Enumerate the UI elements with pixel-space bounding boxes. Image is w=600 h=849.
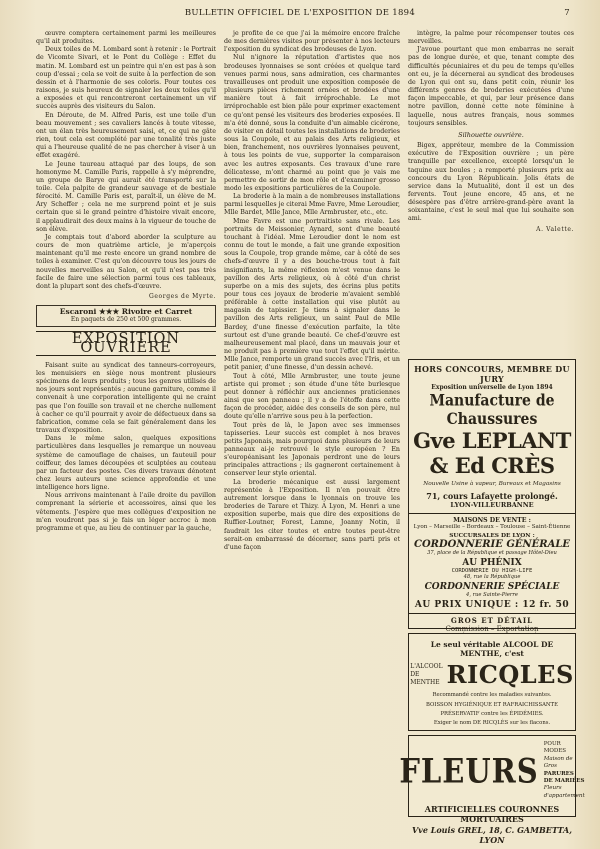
ad-line: Exposition universelle de Lyon 1894 (431, 384, 553, 391)
ad-line: CORDONNERIE DU HIGH-LIFE (451, 568, 533, 574)
ad-heading: Manufacture de Chaussures (429, 391, 555, 429)
column-1 (36, 30, 216, 533)
paragraph: Nous arrivons maintenant à l'aile droite du pavillon comprenant la sérierie et accessoires, ainsi que les vêtements. J'espère que mes collègues d'exposition ne m'en voudront pas si je fais un léger accroc à mon programme et que, au lieu de continuer par la gauche, (36, 492, 216, 532)
ad-line: DE (410, 670, 420, 678)
ad-line: MAISONS DE VENTE : (409, 513, 575, 524)
ad-brand-prefix (410, 663, 442, 687)
ad-brand: RICQLES (446, 660, 574, 689)
ad-line: Maison de Gros (543, 755, 573, 770)
flowers-ad (399, 735, 585, 846)
shoe-manufacturer-ad (408, 359, 576, 633)
ad-line: HORS CONCOURS, MEMBRE DU JURY (414, 364, 570, 384)
paragraph: La broderie à la main a de nombreuses installations parmi lesquelles je citerai Mme Favre, Mme Leroudier, Mlle Bardet, Mlle Jance, Mlle Armbruster, etc., etc. (224, 193, 400, 217)
paragraph: je profite de ce que j'ai la mémoire encore fraîche de mes dernières visites pour présenter à nos lecteurs l'exposition du syndicat des brodeuses de Lyon. (224, 30, 400, 54)
ad-line: 4, rue Sainte-Pierre (466, 592, 518, 598)
paragraph: Nul n'ignore la réputation d'artistes que nos brodeuses lyonnaises se sont créées et quelque tard venues parmi nous, sans admiration, ces charmantes travailleuses ont produit une exposition composée de plusieurs pièces richement ornées et brodées d'une manière tout à fait irréprochable. Le mot irréprochable est bien pâle pour exprimer exactement ce qu'ont pensé les visiteurs des broderies exposées. Il m'a été donné, sous la conduite d'un aimable cicérone, de visiter en détail toutes les installations de broderies sous la Coupole, et au palais des Arts religieux, et bien, franchement, nos ouvrières lyonnaises peuvent, à tous les points de vue, supporter la comparaison avec les autres exposants. Ces travaux d'une rare délicatesse, m'ont charmé au point que je vais me permettre de sortir de mon rôle et d'examiner grosso modo les expositions particulières de la Coupole. (224, 54, 400, 192)
paragraph: Mme Favre est une portraitiste sans rivale. Les portraits de Meissonier, Aynard, sont d'une beauté touchant à l'idéal. Mme Leroudier dont le nom est connu de tout le monde, a fait une grande exposition sous la Coupole, trop grande même, car à côté de ses chefs-d'œuvre il y a des bouche-trous tout à fait insignifiants, la même réflexion m'est venue dans le pavillon des Arts religieux, où à côté d'un christ superbe on a mis des sujets, des écrins plus petits pour tous ces joyaux de broderie m'avaient semblé préférable à cette installation qui vise plutôt au magasin de tapissier. Je tiens à signaler dans le pavillon des Arts religieux, un saint Paul de Mlle Bardey, d'une finesse d'exécution parfaite, la tête surtout est d'une grande beauté. Ce chef-d'œuvre est malheureusement mal placé, dans un mauvais jour et ne produit pas à première vue tout l'effet qu'il mérite. Mlle Jance, remporte un grand succès avec l'Iris, et un petit panier, d'une finesse, d'un dessin achevé. (224, 217, 400, 372)
ad-line: Le seul véritable ALCOOL DE MENTHE, c'est (430, 640, 554, 658)
ad-brand-row (399, 741, 585, 800)
ad-line: PARURES DE MARIÉES (543, 770, 585, 785)
ad-line: POUR MODES (543, 741, 567, 755)
paragraph: Faisant suite au syndicat des tanneurs-corroyeurs, les menuisiers en siège nous montrent plusieurs spécimens de leurs produits ; tous les genres utilisés de nos jours sont représentés ; aucune garniture, comme il convenait à une corporation intelligente qui ne craint pas que l'on fouille son travail et ne cherche nullement à cacher ce qu'il pourrait y avoir de défectueux dans sa fabrication, comme cela se fait généralement dans les travaux d'exposition. (36, 361, 216, 435)
paragraph: Deux toiles de M. Lombard sont à retenir : le Portrait de Vicomte Sivari, et le Pont du Collège : Effet du matin. M. Lombard est un peintre qui n'en est pas à son coup d'essai ; cela se voit de suite à la perfection de son dessin et à l'harmonie de ses coloris. Pour toutes ces raisons, je suis heureux de signaler les deux toiles qu'il a exposées et qui rencontreront certainement un vif succès auprès des visiteurs du Salon. (36, 46, 216, 111)
paragraph: La broderie mécanique est aussi largement représentée à l'Exposition. Il n'en pouvait être autrement lorsque dans le lyonnais on trouve les broderies de Tarare et Thizy. A Lyon, M. Henri a une exposition superbe, mais que dire des expositions de Ruffier-Loutner, Forest, Lamne, Joanny Notin, il faudrait les citer toutes et entre toutes peut-être serait-on embarrassé de décerner, sans parti pris et d'une façon (224, 478, 400, 551)
author-signature: Georges de Myrte. (149, 293, 216, 300)
ad-line: MENTHE (410, 678, 440, 686)
ad-line: AU PRIX UNIQUE : 12 fr. 50 (414, 600, 570, 610)
page-header (30, 8, 570, 26)
subsection-heading: Silhouette ouvrière. (458, 130, 524, 139)
ad-line: Recommandé contre les maladies suivantes. (432, 692, 552, 698)
ad-address: Vve Louis GREL, 18, C. GAMBETTA, LYON (411, 825, 573, 846)
ad-line: Nouvelle Usine à vapeur, Bureaux et Magasins (423, 481, 561, 487)
paragraph: Le Jeune taureau attaqué par des loups, de son homonyme M. Camille Paris, rappelle à s'y méprendre, un groupe de Barye qui aurait été transporté sur la toile. Cela palpite de grandeur sauvage et de bestiale férocité. M. Camille Paris est, paraît-il, un élève de M. Ary Scheffer ; cela ne me surprend point et je suis certain que si le grand peintre d'histoire vivait encore, il applaudirait des deux mains à la vigueur de touche de son élève. (36, 160, 216, 233)
ad-line: L'ALCOOL (410, 662, 443, 670)
ad-line: Lyon – Marseille – Bordeaux – Toulouse – Saint-Étienne (413, 524, 571, 530)
ad-line: Fleurs d'appartement (543, 785, 585, 799)
paragraph: Je comptais tout d'abord aborder la sculpture au cours de mon quatrième article, je m'aperçois maintenant qu'il me reste encore un grand nombre de toiles à examiner. C'est qu'on découvre tous les jours de nouvelles merveilles au Salon, et qu'il n'est pas très facile de faire une sélection parmi tous ces tableaux, dont la plupart sont des chefs-d'œuvre. (36, 233, 216, 290)
paragraph: œuvre comptera certainement parmi les meilleures qu'il ait produites. (36, 30, 216, 46)
ad-line: BOISSON HYGIÉNIQUE ET RAFRAICHISSANTE (426, 701, 558, 708)
ad-line: CORDONNERIE GÉNÉRALE (413, 539, 570, 550)
ad-line: ARTIFICIELLES COURONNES MORTUAIRES (424, 804, 560, 825)
ad-city: LYON-VILLEURBANNE (450, 501, 534, 509)
ad-side-text (544, 741, 585, 800)
paragraph: Dans le même salon, quelques expositions particulières dans lesquelles je remarque un nouveau système de camouflage de chaises, un fauteuil pour coiffeur, des lames découpées et sculptées au couteau par un facteur des postes. Ces divers travaux dénotent chez leurs auteurs une science approfondie et une intelligence hors ligne. (36, 435, 216, 492)
ad-line: PRÉSERVATIF contre les ÉPIDÉMIES. (440, 711, 544, 718)
paragraph: intègre, la palme pour récompenser toutes ces merveilles. (408, 30, 574, 46)
header-title: BULLETIN OFFICIEL DE L'EXPOSITION DE 1894 (184, 8, 416, 18)
ad-line: AU PHÉNIX (462, 558, 522, 568)
author-signature: A. Valette. (536, 225, 574, 233)
ad-line: CORDONNERIE SPÉCIALE (424, 582, 560, 592)
ad-brand: Gve LEPLANT & Ed CRÈS (413, 428, 571, 478)
page-number: 7 (564, 8, 570, 18)
paragraph: Tout près de là, le Japon avec ses immenses tapisseries. Leur succès est complet à nos braves petits Japonais, mais pourquoi dans plusieurs de leurs panneaux ai-je retrouvé le style européen ? En s'européanisant les Japonais perdront une de leurs principales attractions ; ils gagneront certainement à conserver leur style oriental. (224, 421, 400, 478)
column-3 (408, 30, 574, 237)
ricqles-ad (408, 633, 576, 731)
ad-line: Exiger le nom DE RICQLÈS sur les flacons. (433, 719, 551, 726)
escaroni-ad-title: Escaroni ★★★ Rivoire et Carret (59, 307, 193, 317)
section-title: EXPOSITION OUVRIÈRE (36, 331, 216, 355)
paragraph: Tout à côté, Mlle Armbruster, une toute jeune artiste qui promet ; son étude d'une tête burlesque peut donner à réfléchir aux anciennes praticiennes ainsi que son panneau ; il y a de l'étoffe dans cette façon de procéder, aidée des conseils de son père, nul doute qu'elle n'arrive sous peu à la perfection. (224, 372, 400, 421)
paragraph: Bigex, appréteur, membre de la Commission exécutive de l'Exposition ouvrière ; un père tranquille par excellence, excepté lorsqu'un le taquine aux boules ; a remporté plusieurs prix au concours du Lyon Républicain. Jolis états de service dans la Mutualité, dont il est un des fervents. Tout jeune encore, 45 ans, et ne désespère pas d'être arrière-grand-père avant la soixantaine, c'est le seul mal que lui souhaite son ami. (408, 142, 574, 223)
escaroni-ad-subtitle: En paquets de 250 et 500 grammes. (70, 316, 182, 324)
ad-brand: FLEURS (399, 751, 539, 791)
ad-line: 48, rue la République (463, 574, 521, 580)
ad-address: 71, cours Lafayette prolongé. (426, 491, 558, 501)
ad-line: 37, place de la République et passage Hôtel-Dieu (427, 550, 557, 556)
column-2 (224, 30, 400, 552)
ad-line: GROS ET DÉTAIL (409, 613, 575, 625)
paragraph: J'avoue pourtant que mon embarras ne serait pas de longue durée, et que, tenant compte des difficultés pécuniaires et du peu de temps qu'elles ont eu, je la décernerai au syndicat des brodeuses de Lyon qui ont su, dans petit coin, réunir les différents genres de broderies exécutées d'une façon impeccable, et qui, par leur présence dans notre pavillon, donné cette note féminine à laquelle, nous autres français, nous sommes toujours sensibles. (408, 46, 574, 127)
paragraph: En Déroute, de M. Alfred Paris, est une toile d'un beau mouvement ; ses cavaliers lancés à toute vitesse, ont un élan très heureusement saisi, et, ce qui ne gâte rien, tout cela est complété par une tonalité très juste qui a l'heureuse qualité de ne pas chercher à viser à un effet exagéré. (36, 111, 216, 160)
ad-line: Commission – Exportation (445, 625, 539, 633)
escaroni-ad (36, 305, 216, 327)
ad-brand-row (409, 660, 575, 689)
ad-line: SUCCURSALES DE LYON : (449, 533, 535, 539)
